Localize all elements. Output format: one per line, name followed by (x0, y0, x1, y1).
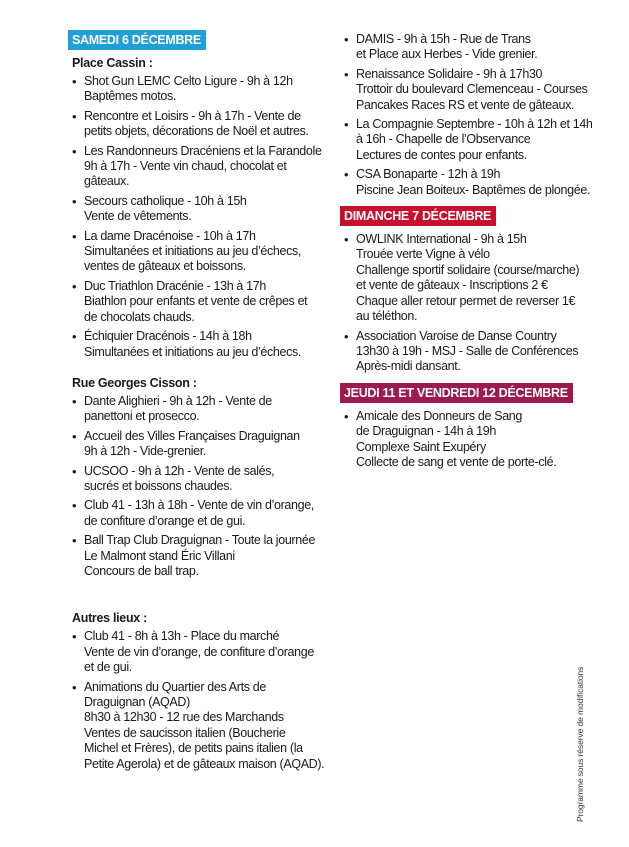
event-line: • CSA Bonaparte - 12h à 19h (356, 167, 501, 182)
event-line: • UCSOO - 9h à 12h - Vente de salés, (84, 463, 275, 478)
event-item (68, 329, 333, 360)
event-line: Petite Agerola) et de gâteaux maison (AQAD). (84, 756, 325, 771)
banner-saturday: SAMEDI 6 DÉCEMBRE (68, 30, 206, 50)
event-line: de Draguignan - 14h à 19h (356, 424, 496, 439)
event-list (340, 409, 610, 471)
event-list (340, 232, 610, 375)
location-heading: Place Cassin : (72, 56, 153, 70)
event-line: • DAMIS - 9h à 15h - Rue de Trans (356, 32, 531, 46)
event-line: 13h30 à 19h - MSJ - Salle de Conférences (356, 343, 579, 358)
event-list (340, 32, 610, 198)
event-line: ventes de gâteaux et boissons. (84, 259, 246, 274)
event-line: Pancakes Races RS et vente de gâteaux. (356, 97, 575, 112)
event-line: au téléthon. (356, 309, 418, 324)
event-line: • Amicale des Donneurs de Sang (356, 408, 522, 423)
event-line: 9h à 17h - Vente vin chaud, chocolat et (84, 159, 287, 174)
right-column (340, 32, 610, 474)
event-item (340, 232, 610, 324)
event-item (68, 279, 333, 325)
event-item (340, 117, 610, 163)
event-item (68, 680, 333, 772)
event-line: Vente de vêtements. (84, 209, 192, 224)
event-line: 9h à 12h - Vide-grenier. (84, 444, 207, 459)
event-item (340, 409, 610, 471)
event-line: • Secours catholique - 10h à 15h (84, 193, 247, 208)
event-item (68, 229, 333, 275)
event-line: • La Compagnie Septembre - 10h à 12h et 14h (356, 117, 593, 132)
event-line: Collecte de sang et vente de porte-clé. (356, 454, 557, 469)
event-line: Trouée verte Vigne à vélo (356, 247, 490, 262)
banner-red: DIMANCHE 7 DÉCEMBRE (340, 206, 496, 226)
event-line: Le Malmont stand Éric Villani (84, 548, 235, 563)
event-line: • Rencontre et Loisirs - 9h à 17h - Vente de (84, 108, 301, 123)
event-item (68, 498, 333, 529)
event-line: de confiture d’orange et de gui. (84, 513, 246, 528)
event-line: • Animations du Quartier des Arts de (84, 679, 266, 694)
event-line: • Accueil des Villes Françaises Draguignan (84, 428, 300, 443)
event-line: • Club 41 - 13h à 18h - Vente de vin d’orange, (84, 498, 314, 513)
event-item (340, 32, 610, 63)
banner-purple: JEUDI 11 ET VENDREDI 12 DÉCEMBRE (340, 383, 573, 403)
location-heading: Rue Georges Cisson : (72, 375, 197, 390)
event-line: Vente de vin d’orange, de confiture d’orange (84, 644, 314, 659)
event-line: Biathlon pour enfants et vente de crêpes et (84, 294, 308, 309)
event-line: Simultanées et initiations au jeu d’échecs, (84, 244, 302, 259)
event-item (68, 194, 333, 225)
event-line: gâteaux. (84, 174, 130, 189)
event-line: • La dame Dracénoise - 10h à 17h (84, 228, 256, 243)
event-line: • Renaissance Solidaire - 9h à 17h30 (356, 66, 543, 81)
event-line: Après-midi dansant. (356, 359, 461, 374)
event-line: Piscine Jean Boiteux- Baptêmes de plongée. (356, 182, 591, 197)
event-line: • Club 41 - 8h à 13h - Place du marché (84, 629, 280, 644)
event-item (68, 74, 333, 105)
event-item (68, 629, 333, 675)
event-line: 8h30 à 12h30 - 12 rue des Marchands (84, 710, 284, 725)
event-line: Simultanées et initiations au jeu d’échecs. (84, 344, 302, 359)
event-line: Ventes de saucisson italien (Boucherie (84, 725, 286, 740)
event-line: Trottoir du boulevard Clemenceau - Courses (356, 82, 588, 97)
event-list (68, 74, 333, 360)
event-line: et de gui. (84, 660, 132, 675)
event-item (68, 429, 333, 460)
event-item (340, 329, 610, 375)
event-item (68, 109, 333, 140)
event-line: • Ball Trap Club Draguignan - Toute la journée (84, 533, 316, 548)
event-line: Baptêmes motos. (84, 89, 177, 104)
event-line: Concours de ball trap. (84, 563, 199, 578)
event-line: Challenge sportif solidaire (course/marche) (356, 262, 580, 277)
event-item (68, 533, 333, 579)
event-line: • Dante Alighieri - 9h à 12h - Vente de (84, 393, 272, 408)
event-line: • Association Varoise de Danse Country (356, 328, 557, 343)
side-note (575, 662, 589, 822)
event-item (340, 167, 610, 198)
event-line: de chocolats chauds. (84, 309, 195, 324)
event-line: • Duc Triathlon Dracénie - 13h à 17h (84, 278, 266, 293)
event-line: • Les Randonneurs Dracéniens et la Farandole (84, 143, 322, 158)
event-line: et Place aux Herbes - Vide grenier. (356, 47, 538, 62)
event-list (68, 629, 333, 772)
left-column (68, 30, 333, 776)
event-line: à 16h - Chapelle de l’Observance (356, 132, 531, 147)
event-line: • Shot Gun LEMC Celto Ligure - 9h à 12h (84, 74, 293, 88)
event-line: Complexe Saint Exupéry (356, 439, 486, 454)
event-line: • OWLINK International - 9h à 15h (356, 232, 527, 247)
side-note-text: Programme sous réserve de modifications (575, 666, 585, 822)
event-item (68, 464, 333, 495)
event-item (68, 144, 333, 190)
event-list (68, 394, 333, 579)
event-line: Draguignan (AQAD) (84, 695, 190, 709)
event-line: Michel et Frères), de petits pains italien (la (84, 741, 303, 756)
event-line: sucrés et boissons chaudes. (84, 478, 233, 493)
event-line: Lectures de contes pour enfants. (356, 147, 527, 162)
event-line: • Échiquier Dracénois - 14h à 18h (84, 329, 252, 344)
event-line: Chaque aller retour permet de reverser 1€ (356, 293, 576, 308)
event-line: petits objets, décorations de Noël et autres. (84, 124, 309, 139)
event-item (340, 67, 610, 113)
event-line: panettoni et prosecco. (84, 409, 200, 424)
event-item (68, 394, 333, 425)
location-heading: Autres lieux : (72, 611, 147, 626)
event-line: et vente de gâteaux - Inscriptions 2 € (356, 278, 548, 293)
